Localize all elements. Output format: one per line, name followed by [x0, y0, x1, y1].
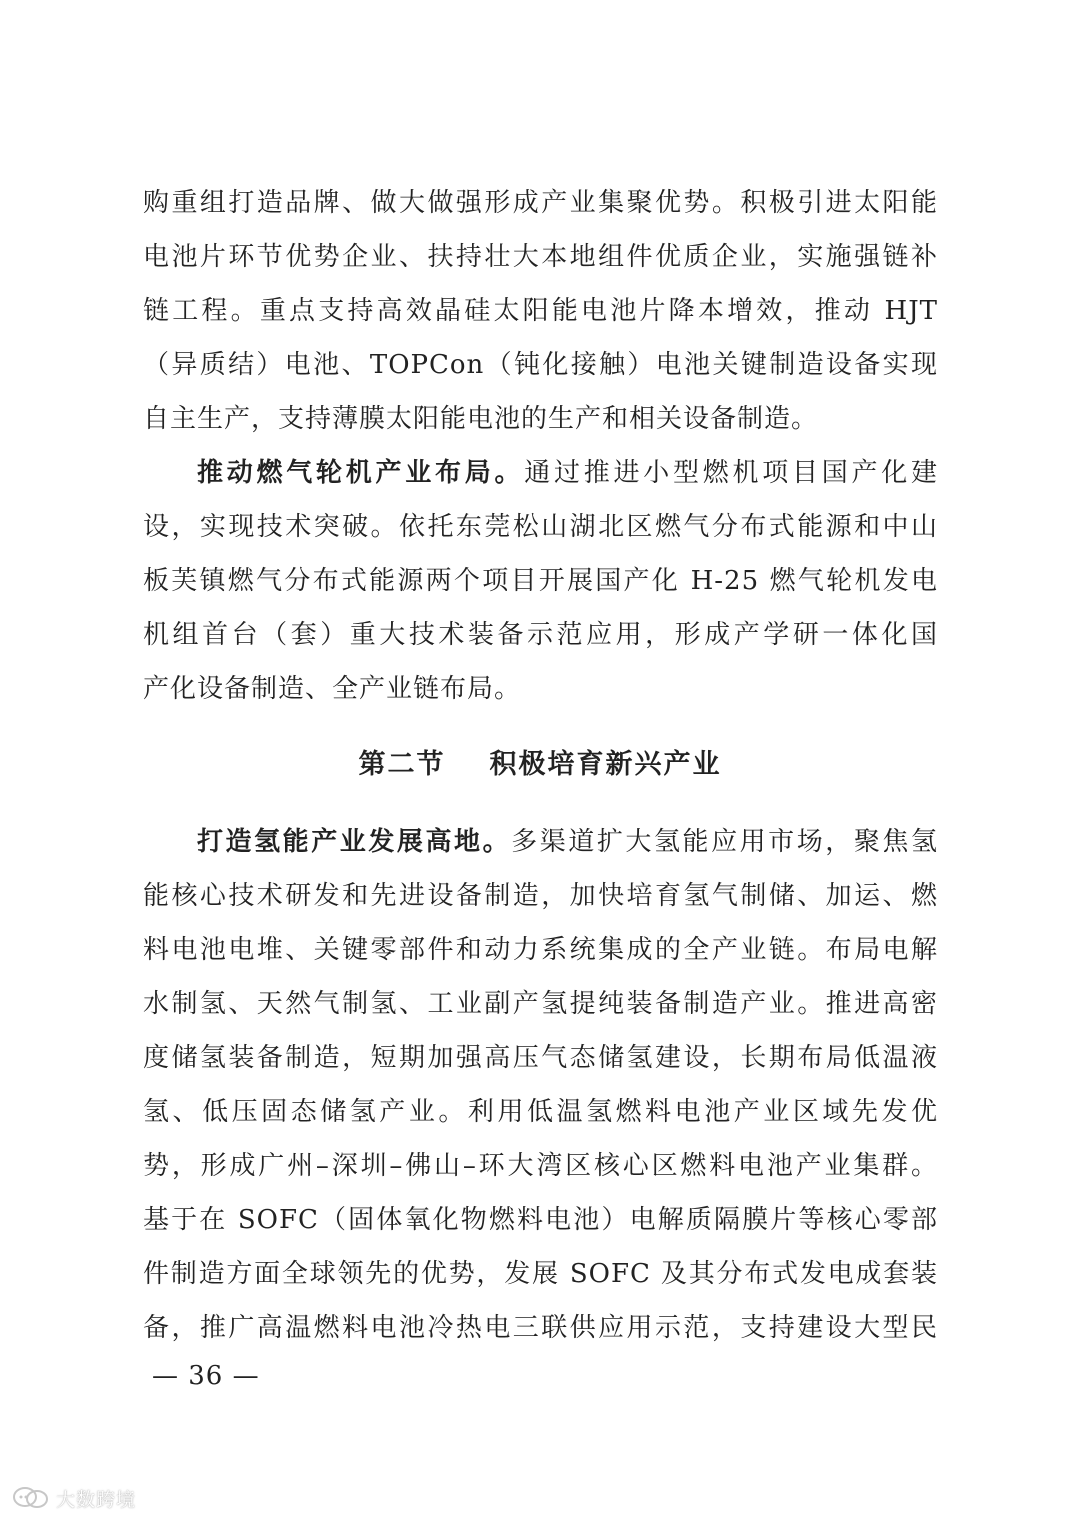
- text-line: 水制氢、天然气制氢、工业副产氢提纯装备制造产业。推进高密: [143, 989, 938, 1019]
- paragraph-heading: 打造氢能产业发展高地。: [197, 827, 512, 857]
- text-fragment: 多渠道扩大氢能应用市场，聚焦氢: [511, 827, 938, 857]
- paragraph-solar: [143, 176, 938, 446]
- text-line: 势，形成广州–深圳–佛山–环大湾区核心区燃料电池产业集群。: [143, 1151, 938, 1181]
- text-line: 电池片环节优势企业、扶持壮大本地组件优质企业，实施强链补: [143, 242, 938, 272]
- page-number: — 36 —: [152, 1361, 260, 1391]
- text-line: 氢、低压固态储氢产业。利用低温氢燃料电池产业区域先发优: [143, 1097, 938, 1127]
- section-heading: [0, 738, 1080, 792]
- text-line: 购重组打造品牌、做大做强形成产业集聚优势。积极引进太阳能: [143, 188, 938, 218]
- text-line: 板芙镇燃气分布式能源两个项目开展国产化 H-25 燃气轮机发电: [143, 566, 938, 596]
- paragraph-hydrogen: [143, 815, 938, 1355]
- text-line: 能核心技术研发和先进设备制造，加快培育氢气制储、加运、燃: [143, 881, 938, 911]
- section-title: 积极培育新兴产业: [489, 749, 722, 780]
- text-line: 自主生产，支持薄膜太阳能电池的生产和相关设备制造。: [143, 404, 819, 434]
- paragraph-gas-turbine: [143, 446, 938, 716]
- watermark-text: 大数跨境: [56, 1488, 137, 1511]
- chat-bubble-logo-icon: [12, 1486, 50, 1510]
- text-line: （异质结）电池、TOPCon（钝化接触）电池关键制造设备实现: [143, 350, 938, 380]
- text-fragment: 通过推进小型燃机项目国产化建: [524, 458, 938, 488]
- text-line: 件制造方面全球领先的优势，发展 SOFC 及其分布式发电成套装: [143, 1259, 938, 1289]
- text-line: 产化设备制造、全产业链布局。: [143, 674, 522, 704]
- text-line: 料电池电堆、关键零部件和动力系统集成的全产业链。布局电解: [143, 935, 938, 965]
- watermark: [12, 1484, 136, 1512]
- text-line: 基于在 SOFC（固体氧化物燃料电池）电解质隔膜片等核心零部: [143, 1205, 938, 1235]
- text-line: 备，推广高温燃料电池冷热电三联供应用示范，支持建设大型民: [143, 1313, 938, 1343]
- paragraph-first-line: [143, 446, 938, 500]
- section-number: 第二节: [358, 749, 446, 780]
- text-line: 链工程。重点支持高效晶硅太阳能电池片降本增效，推动 HJT: [143, 296, 938, 326]
- text-line: 设，实现技术突破。依托东莞松山湖北区燃气分布式能源和中山: [143, 512, 938, 542]
- text-line: 机组首台（套）重大技术装备示范应用，形成产学研一体化国: [143, 620, 938, 650]
- paragraph-heading: 推动燃气轮机产业布局。: [197, 458, 525, 488]
- text-line: 度储氢装备制造，短期加强高压气态储氢建设，长期布局低温液: [143, 1043, 938, 1073]
- paragraph-first-line: [143, 815, 938, 869]
